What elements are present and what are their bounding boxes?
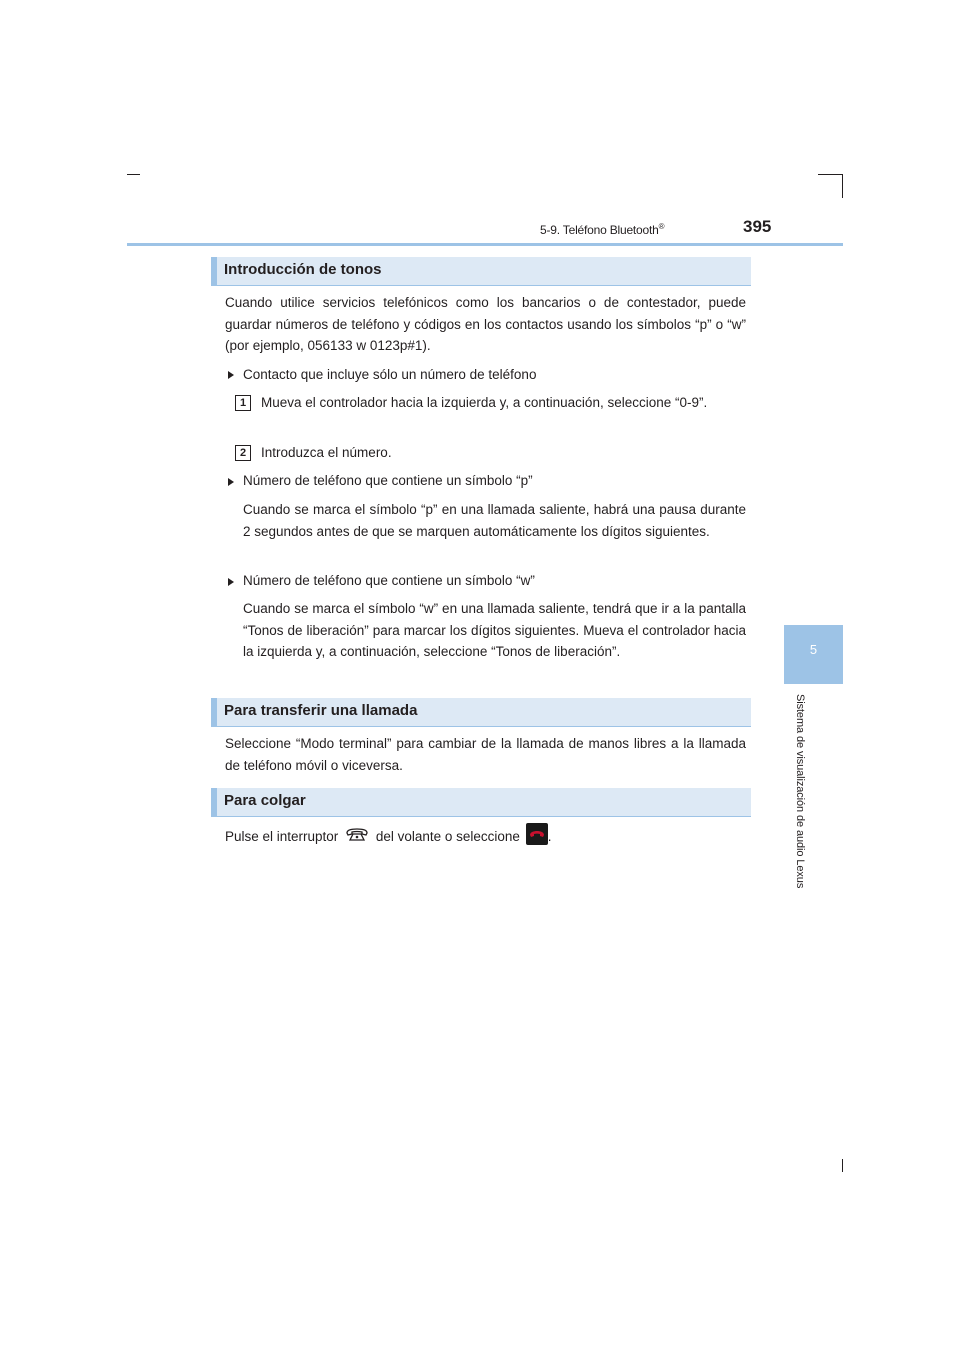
bullet-triangle-icon bbox=[228, 478, 234, 486]
section-heading-tonos bbox=[211, 257, 751, 286]
bullet-triangle-icon bbox=[228, 578, 234, 586]
section-title: Para colgar bbox=[224, 792, 306, 809]
bullet-triangle-icon bbox=[228, 371, 234, 379]
step-number: 1 bbox=[235, 395, 251, 411]
registered-mark: ® bbox=[658, 222, 665, 231]
chapter-number: 5 bbox=[809, 642, 818, 657]
section-heading-transferir bbox=[211, 698, 751, 727]
hang-up-icon bbox=[526, 823, 548, 852]
step-text: Mueva el controlador hacia la izquierda y, a continuación, seleccione “0-9”. bbox=[261, 395, 708, 410]
bullet-body: Cuando se marca el símbolo “w” en una llamada saliente, tendrá que ir a la pantalla “Tonos de liberación” para marcar los dígitos siguientes. Mueva el controlador hacia la izquierda y, a continuación, seleccione “Tonos de liberación”. bbox=[243, 601, 746, 659]
page-number: 395 bbox=[743, 217, 772, 236]
crop-mark-top-left bbox=[127, 174, 140, 175]
section-intro: Seleccione “Modo terminal” para cambiar de la llamada de manos libres a la llamada de teléfono móvil o viceversa. bbox=[225, 736, 746, 773]
bullet-body: Cuando se marca el símbolo “p” en una llamada saliente, habrá una pausa durante 2 segundos antes de que se marquen automáticamente los dígitos siguientes. bbox=[243, 502, 746, 539]
section-heading-colgar bbox=[211, 788, 751, 817]
running-header bbox=[540, 222, 664, 237]
section-intro bbox=[225, 823, 746, 852]
section-title: Para transferir una llamada bbox=[224, 702, 418, 719]
hangup-text-middle: del volante o seleccione bbox=[375, 828, 520, 844]
crop-mark-bottom-right bbox=[842, 1159, 843, 1172]
crop-mark-top-right-h bbox=[818, 174, 842, 175]
chapter-title: Sistema de visualización de audio Lexus bbox=[794, 694, 806, 889]
section-intro: Cuando utilice servicios telefónicos como los bancarios o de contestador, puede guardar números de teléfono y códigos en los contactos usando los símbolos “p” o “w” (por ejemplo, 056133 w 0123p#1). bbox=[225, 295, 746, 353]
bullet-heading: Contacto que incluye sólo un número de teléfono bbox=[243, 367, 537, 382]
bullet-heading: Número de teléfono que contiene un símbolo “p” bbox=[243, 473, 533, 488]
hangup-text-end: . bbox=[547, 828, 552, 844]
section-title: Introducción de tonos bbox=[224, 261, 382, 278]
header-rule bbox=[127, 243, 843, 246]
chapter-tab bbox=[784, 625, 843, 684]
header-section-title: 5-9. Teléfono Bluetooth bbox=[540, 223, 659, 237]
step-number: 2 bbox=[235, 445, 251, 461]
step-text: Introduzca el número. bbox=[261, 445, 392, 460]
phone-handset-icon bbox=[345, 827, 369, 849]
hangup-text-start: Pulse el interruptor bbox=[225, 828, 339, 844]
crop-mark-top-right-v bbox=[842, 174, 843, 198]
bullet-heading: Número de teléfono que contiene un símbolo “w” bbox=[243, 573, 535, 588]
